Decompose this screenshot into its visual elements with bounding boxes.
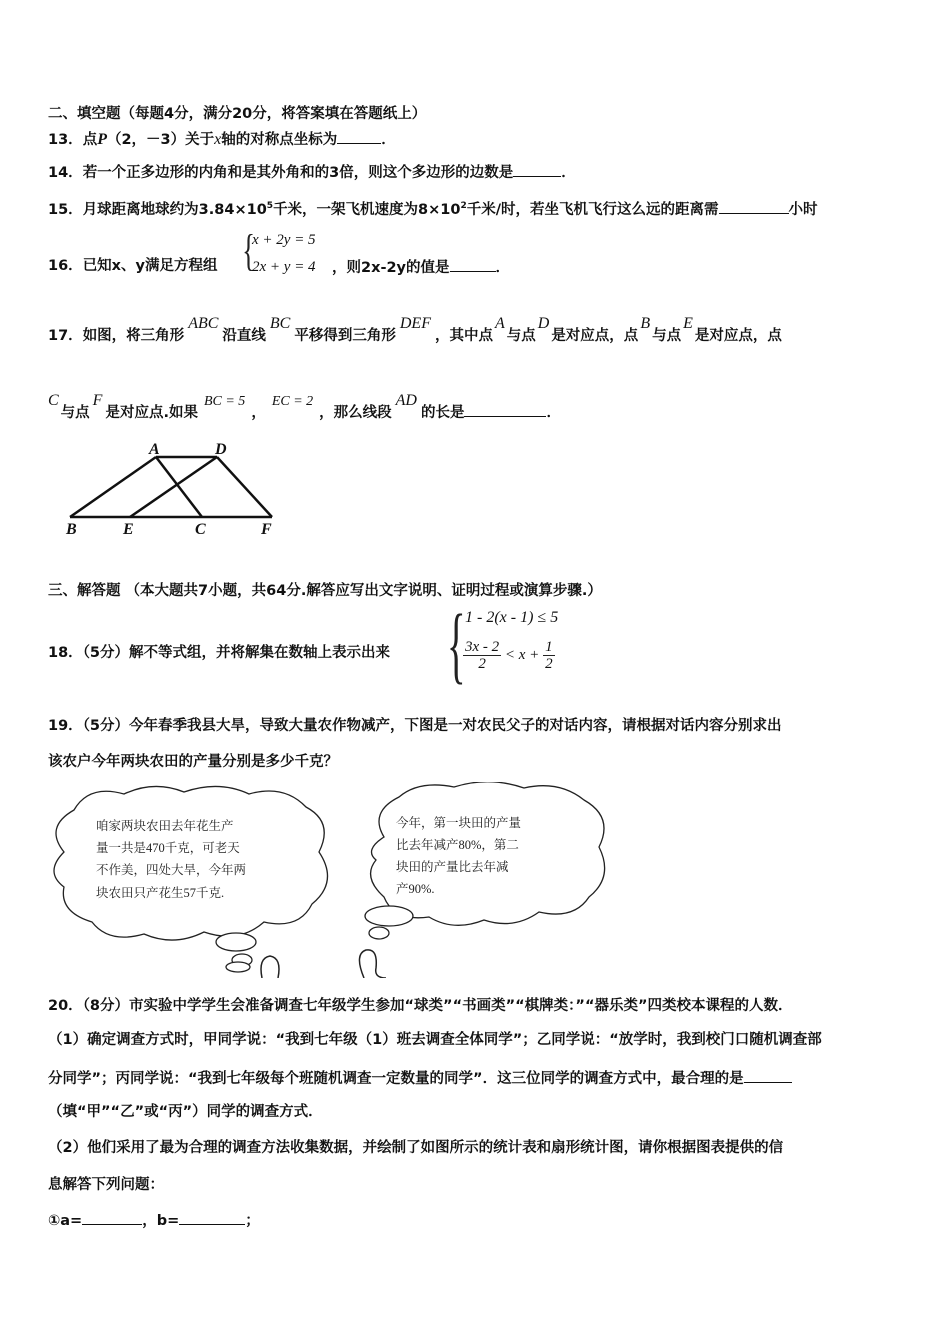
q15-exponent-1: 5 — [266, 201, 274, 211]
right-bubble-line-2: 比去年减产80%，第二 — [396, 838, 519, 852]
q13-text-2: （2，－3）关于 — [106, 132, 215, 148]
left-thought-bubble-3 — [226, 962, 250, 972]
q17-text: 如图，将三角形 — [82, 328, 185, 344]
q18-ineq2-numerator: 3x - 2 — [465, 639, 500, 655]
label-b: B — [66, 521, 77, 538]
q18-system-brace: { — [447, 596, 466, 692]
q18-ineq2-denominator: 2 — [478, 656, 486, 672]
q15-exponent-2: 2 — [460, 201, 467, 211]
q18-inequality-1: 1 - 2(x - 1) ≤ 5 — [465, 609, 559, 626]
question-20-line-3 — [48, 1067, 792, 1089]
q13-var-p: P — [97, 131, 107, 148]
label-a: A — [149, 441, 160, 458]
question-17-line-1 — [48, 315, 782, 346]
label-c: C — [195, 521, 206, 538]
q17-answer-blank[interactable] — [464, 401, 546, 417]
label-f: F — [261, 521, 272, 538]
question-20-line-1 — [48, 996, 793, 1016]
q17-text-4: ，其中点 — [434, 328, 493, 344]
q17-text-3: 平移得到三角形 — [294, 328, 396, 344]
right-thought-bubble-1 — [365, 906, 413, 926]
question-20-line-2: （1）确定调查方式时，甲同学说：“我到七年级（1）班去调查全体同学”；乙同学说：“放学时，我到校门口随机调查部 — [48, 1032, 822, 1048]
q18-ineq2-middle: < x + — [504, 646, 540, 663]
q17-math-ad: AD — [395, 392, 417, 409]
q17-text-5: 与点 — [506, 328, 536, 344]
q16-equation-2: 2x + y = 4 — [252, 259, 316, 275]
q16-equation-1: x + 2y = 5 — [252, 232, 316, 248]
question-19-line-1 — [48, 716, 782, 736]
label-e: E — [123, 521, 134, 538]
q16-text: 已知x、y满足方程组 — [82, 258, 218, 274]
q18-inequality-2 — [463, 639, 555, 672]
q16-tail — [332, 256, 510, 278]
right-bubble-line-4: 产90%. — [396, 882, 435, 896]
q20-number: 20． — [48, 998, 83, 1014]
question-13 — [48, 128, 396, 150]
q19-dialogue-figure — [44, 782, 614, 978]
left-bubble-line-2: 量一共是470千克，可老天 — [96, 841, 240, 855]
q15-answer-blank[interactable] — [719, 198, 789, 214]
q20-b-blank[interactable] — [179, 1209, 245, 1225]
q17-math-b: B — [640, 315, 651, 332]
son-head-icon — [359, 950, 386, 978]
q17-math-ec2: EC = 2 — [271, 394, 314, 409]
q16-number: 16． — [48, 258, 83, 274]
q17-math-d: D — [537, 315, 550, 332]
q17-number: 17． — [48, 328, 83, 344]
right-speech-bubble — [371, 782, 605, 925]
q17-math-e: E — [683, 315, 693, 332]
left-bubble-line-4: 块农田只产花生57千克. — [96, 886, 225, 900]
q16-answer-blank[interactable] — [450, 256, 496, 272]
left-bubble-line-3: 不作美，四处大旱，今年两 — [96, 863, 247, 877]
q15-text-3: 千米/时，若坐飞机飞行这么远的距离需 — [466, 201, 719, 218]
q14-end: ． — [561, 165, 576, 181]
q15-text-2: 千米，一架飞机速度为8×10 — [273, 201, 461, 218]
q17-text-8: 是对应点，点 — [694, 328, 782, 344]
q17-math-f: F — [92, 392, 103, 409]
left-thought-bubble-1 — [216, 933, 256, 951]
section-3-heading: 三、解答题 （本大题共7小题，共64分.解答应写出文字说明、证明过程或演算步骤.） — [48, 583, 602, 599]
q14-text: 若一个正多边形的内角和是其外角和的3倍，则这个多边形的边数是 — [82, 165, 514, 181]
q17-end: ． — [546, 405, 561, 421]
question-18 — [48, 643, 390, 663]
q19-text: （5分）今年春季我县大旱，导致大量农作物减产，下图是一对农民父子的对话内容，请根据对话内容分别求出 — [82, 718, 782, 734]
right-thought-bubble-2 — [369, 927, 389, 939]
q18-ineq2-right-numerator: 1 — [545, 639, 553, 655]
father-head-icon — [261, 956, 279, 978]
q18-text: （5分）解不等式组，并将解集在数轴上表示出来 — [82, 645, 391, 661]
label-d: D — [215, 441, 227, 458]
q20-a-label: ①a= — [48, 1213, 83, 1229]
q17-math-c: C — [48, 392, 59, 409]
q14-answer-blank[interactable] — [513, 161, 561, 177]
q13-text-3: 轴的对称点坐标为 — [221, 132, 338, 148]
q17-comma: ， — [251, 405, 266, 421]
q20-text: （8分）市实验中学学生会准备调查七年级学生参加“球类”“书画类”“棋牌类：”“器乐类”四类校本课程的人数． — [82, 998, 793, 1014]
question-14 — [48, 161, 576, 183]
question-20-line-4: （填“甲”“乙”或“丙”）同学的调查方式． — [48, 1104, 323, 1120]
q13-text: 点 — [82, 132, 98, 148]
q20-b-label: ，b= — [142, 1213, 180, 1229]
q18-number: 18． — [48, 645, 83, 661]
q13-number: 13． — [48, 132, 83, 148]
q13-var-x: x — [214, 131, 222, 148]
q17-text-10: 是对应点.如果 — [105, 405, 198, 421]
q17-math-a: A — [494, 315, 505, 332]
section-2-heading: 二、填空题（每题4分，满分20分，将答案填在答题纸上） — [48, 106, 427, 122]
q15-end: 小时 — [788, 201, 818, 218]
right-bubble-line-1: 今年，第一块田的产量 — [396, 816, 522, 830]
question-17-line-2 — [48, 392, 561, 424]
q16-text-2: ，则2x-2y的值是 — [332, 260, 450, 276]
question-19-line-2: 该农户今年两块农田的产量分别是多少千克？ — [48, 754, 338, 770]
q20-line-7-end: ； — [245, 1213, 260, 1229]
question-20-line-6: 息解答下列问题： — [48, 1177, 164, 1193]
q16-end: ． — [495, 260, 511, 276]
right-bubble-line-3: 块田的产量比去年减 — [396, 860, 509, 874]
q17-math-abc: ABC — [188, 315, 219, 332]
question-20-line-7 — [48, 1209, 260, 1231]
line-ac — [156, 457, 202, 517]
q17-translation-figure — [58, 440, 288, 540]
q17-math-def: DEF — [399, 315, 431, 332]
q15-text: 月球距离地球约为3.84×10 — [82, 201, 267, 218]
q17-text-11: ，那么线段 — [319, 405, 392, 421]
q14-number: 14． — [48, 165, 83, 181]
q18-ineq2-right-denominator: 2 — [545, 656, 553, 672]
q16-system-brace: { — [242, 226, 255, 275]
q17-text-7: 与点 — [652, 328, 682, 344]
line-df — [217, 457, 272, 517]
q19-number: 19． — [48, 718, 83, 734]
q15-number: 15． — [48, 201, 83, 218]
q13-answer-blank[interactable] — [337, 128, 381, 144]
q17-math-bc5: BC = 5 — [203, 394, 246, 409]
q17-text-9: 与点 — [60, 405, 90, 421]
q17-text-2: 沿直线 — [222, 328, 266, 344]
q13-end: ． — [381, 132, 396, 148]
q17-text-12: 的长是 — [420, 405, 465, 421]
question-16 — [48, 256, 218, 276]
question-20-line-5: （2）他们采用了最为合理的调查方法收集数据，并绘制了如图所示的统计表和扇形统计图，请你根据图表提供的信 — [48, 1140, 784, 1156]
q20-a-blank[interactable] — [82, 1209, 142, 1225]
q17-text-6: 是对应点，点 — [551, 328, 639, 344]
question-15 — [48, 196, 818, 220]
q20-line-3-text: 分同学”；丙同学说：“我到七年级每个班随机调查一定数量的同学”．这三位同学的调查方式中，最合理的是 — [48, 1071, 744, 1087]
q20-answer-blank-1[interactable] — [744, 1067, 792, 1083]
q17-math-bc: BC — [269, 315, 291, 332]
left-bubble-line-1: 咱家两块农田去年花生产 — [96, 819, 234, 833]
